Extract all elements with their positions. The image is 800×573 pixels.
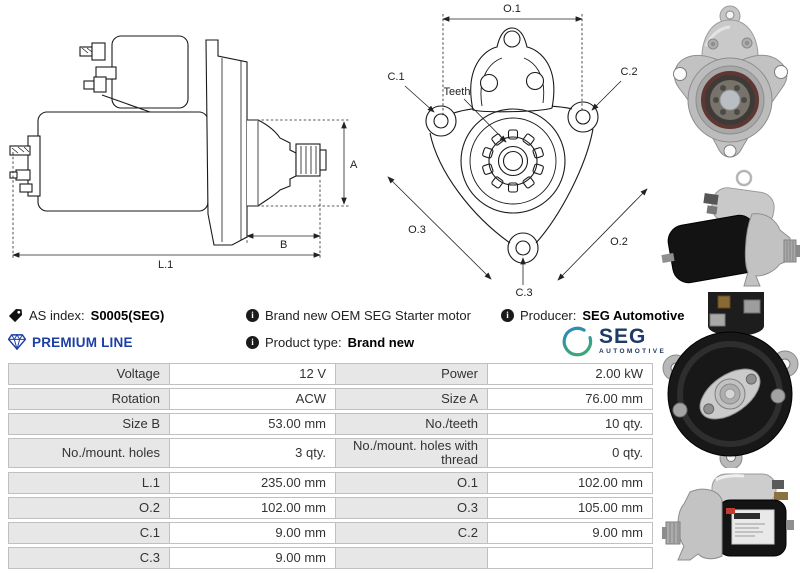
table-row <box>8 413 656 435</box>
info-icon: i <box>246 309 259 322</box>
dim-label-b: B <box>280 239 288 251</box>
spec-value: 9.00 mm <box>169 522 336 544</box>
spec-label: O.1 <box>335 472 488 494</box>
teeth-label: Teeth <box>443 86 471 98</box>
spec-value: ACW <box>169 388 336 410</box>
hole-c2-drawing <box>576 110 590 124</box>
spec-label: No./mount. holes with thread <box>335 438 488 468</box>
info-icon: i <box>501 309 514 322</box>
spec-value <box>487 547 653 569</box>
seg-logo-name: SEG <box>599 325 647 349</box>
premium-line-badge[interactable] <box>8 333 133 351</box>
info-icon: i <box>246 336 259 349</box>
spec-value: 2.00 kW <box>487 363 653 385</box>
spec-value: 53.00 mm <box>169 413 336 435</box>
hole-c1-drawing <box>434 114 448 128</box>
as-index-value: S0005(SEG) <box>90 307 165 323</box>
side-view-diagram <box>0 0 360 300</box>
product-type-label: Product type: <box>265 334 342 350</box>
spec-table-group-2 <box>8 472 656 569</box>
spec-table <box>8 363 656 572</box>
spec-label: Size A <box>335 388 488 410</box>
seg-logo-circle-icon <box>560 324 594 358</box>
product-type-value: Brand new <box>347 334 415 350</box>
table-row <box>8 547 656 569</box>
spec-value: 102.00 mm <box>169 497 336 519</box>
spec-value: 12 V <box>169 363 336 385</box>
dim-label-a: A <box>350 159 358 171</box>
hole-c3-drawing <box>516 241 530 255</box>
tag-icon <box>8 308 23 323</box>
motor-body-drawing <box>38 112 208 211</box>
dim-label-c1: C.1 <box>387 71 405 83</box>
spec-value: 9.00 mm <box>487 522 653 544</box>
spec-label: C.1 <box>8 522 170 544</box>
pinion-gear-drawing <box>296 144 326 176</box>
spec-label: Rotation <box>8 388 170 410</box>
premium-line-label: PREMIUM LINE <box>32 334 133 350</box>
spec-value: 10 qty. <box>487 413 653 435</box>
spec-label: Power <box>335 363 488 385</box>
spec-label: No./mount. holes <box>8 438 170 468</box>
table-row <box>8 388 656 410</box>
as-index-label: AS index: <box>29 307 85 323</box>
spec-label: C.2 <box>335 522 488 544</box>
spec-table-group-1 <box>8 363 656 468</box>
spec-value: 105.00 mm <box>487 497 653 519</box>
dim-label-c3: C.3 <box>515 287 533 299</box>
as-index <box>8 306 164 324</box>
product-photo-side-label[interactable] <box>660 468 800 568</box>
table-row <box>8 497 656 519</box>
dim-label-o3: O.3 <box>408 224 426 236</box>
product-type <box>246 333 414 351</box>
producer-label: Producer: <box>520 307 577 323</box>
table-row <box>8 438 656 468</box>
product-photo-side[interactable] <box>660 168 800 290</box>
spec-value: 76.00 mm <box>487 388 653 410</box>
dim-label-c2: C.2 <box>620 66 638 78</box>
spec-value: 0 qty. <box>487 438 653 468</box>
spec-value: 102.00 mm <box>487 472 653 494</box>
spec-label <box>335 547 488 569</box>
spec-label: Size B <box>8 413 170 435</box>
spec-label: Voltage <box>8 363 170 385</box>
product-photo-front[interactable] <box>660 0 800 168</box>
spec-value: 235.00 mm <box>169 472 336 494</box>
table-row <box>8 363 656 385</box>
diamond-icon <box>8 334 26 350</box>
dim-label-o1: O.1 <box>503 3 521 15</box>
spec-value: 9.00 mm <box>169 547 336 569</box>
spec-label: O.2 <box>8 497 170 519</box>
producer <box>501 306 684 324</box>
table-row <box>8 522 656 544</box>
seg-automotive-logo <box>560 324 666 358</box>
dim-label-o2: O.2 <box>610 236 628 248</box>
spec-label: L.1 <box>8 472 170 494</box>
product-note-text: Brand new OEM SEG Starter motor <box>265 307 471 323</box>
spec-label: C.3 <box>8 547 170 569</box>
bell-housing-drawing <box>471 28 554 112</box>
seg-logo-sub: AUTOMOTIVE <box>599 348 667 356</box>
gear-drawing <box>461 109 565 213</box>
spec-label: No./teeth <box>335 413 488 435</box>
dim-label-l1: L.1 <box>158 259 174 271</box>
producer-value: SEG Automotive <box>582 307 685 323</box>
table-row <box>8 472 656 494</box>
spec-value: 3 qty. <box>169 438 336 468</box>
spec-label: O.3 <box>335 497 488 519</box>
product-note <box>246 306 471 324</box>
front-view-diagram <box>360 0 660 300</box>
solenoid-drawing <box>112 36 188 108</box>
